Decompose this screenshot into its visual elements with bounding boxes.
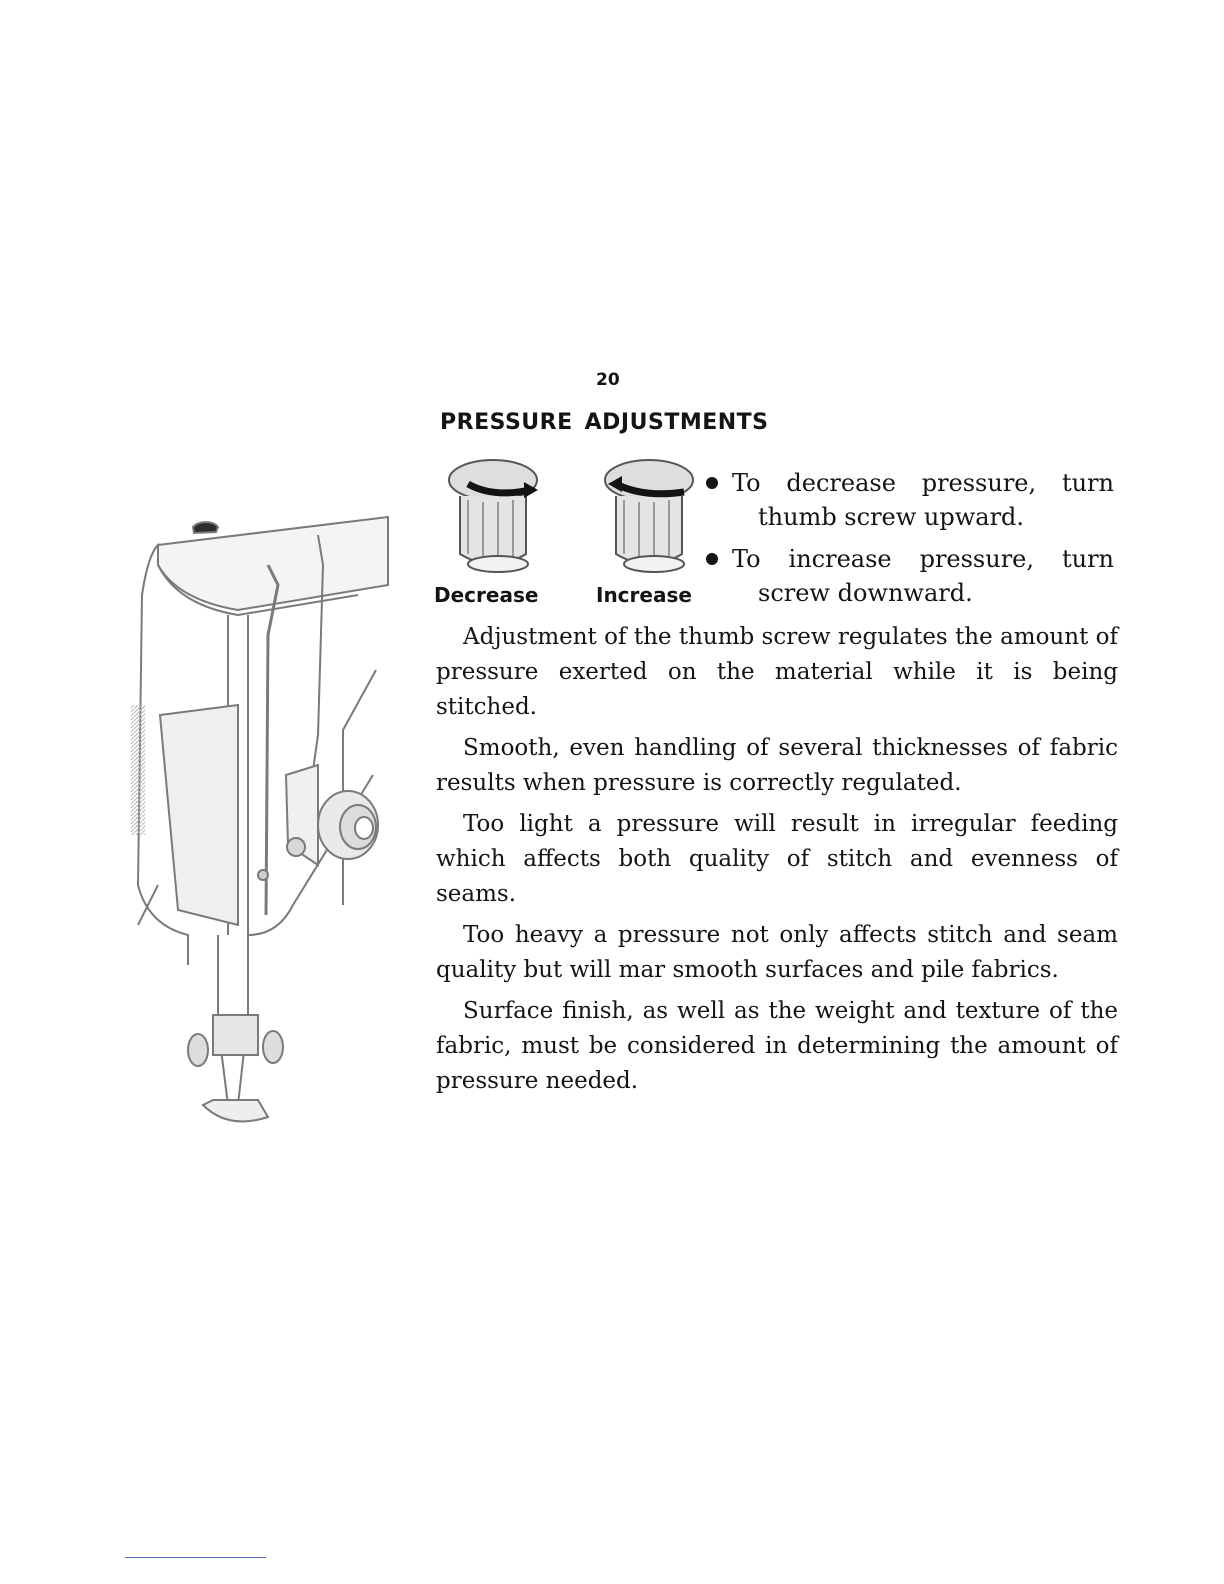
paragraph: Smooth, even handling of several thicknesses of fabric results when pressure is correctly regulated. xyxy=(436,735,1118,796)
paragraph: Too light a pressure will result in irregular feeding which affects both quality of stitch and evenness of seams. xyxy=(436,811,1118,907)
bullet-dot-icon xyxy=(706,553,718,565)
decrease-label: Decrease xyxy=(434,583,539,607)
paragraph: Adjustment of the thumb screw regulates the amount of pressure exerted on the material while it is being stitched. xyxy=(436,624,1118,720)
paragraph: Too heavy a pressure not only affects stitch and seam quality but will mar smooth surfaces and pile fabrics. xyxy=(436,922,1118,983)
instruction-increase: To increase pressure, turn screw downward. xyxy=(706,542,1114,610)
increase-label: Increase xyxy=(596,583,692,607)
instruction-decrease: To decrease pressure, turn thumb screw upward. xyxy=(706,466,1114,534)
thumb-screw-counterclockwise-arrow-icon xyxy=(438,454,548,574)
page-title xyxy=(440,410,769,435)
title-word-adjustments: ADJUSTMENTS xyxy=(584,410,769,435)
title-word-pressure: PRESSURE xyxy=(440,410,573,435)
paragraph: Surface finish, as well as the weight and texture of the fabric, must be considered in determining the amount of pressure needed. xyxy=(436,998,1118,1094)
sewing-machine-head-icon xyxy=(118,505,393,1135)
footnote-divider xyxy=(125,1557,266,1558)
bullet-dot-icon xyxy=(706,477,718,489)
page-number: 20 xyxy=(596,370,620,390)
thumb-screw-clockwise-arrow-icon xyxy=(594,454,704,574)
body-text xyxy=(436,620,1118,1105)
